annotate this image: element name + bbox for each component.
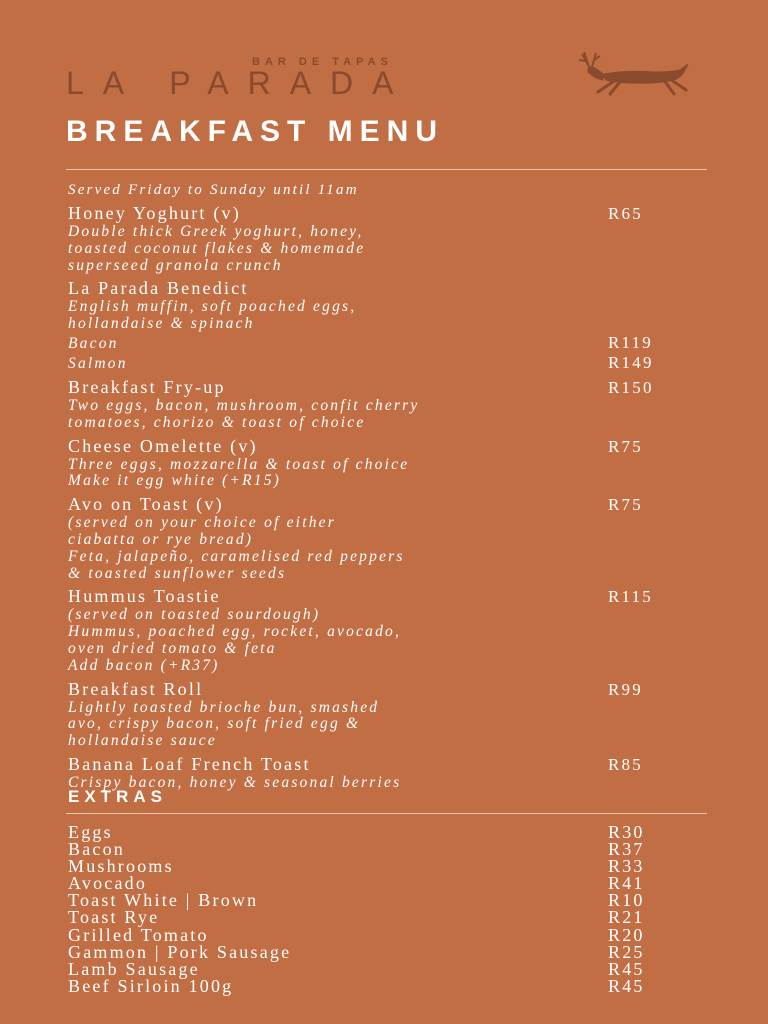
- menu-item-header: [68, 678, 708, 700]
- menu-item-description: (served on toasted sourdough): [68, 606, 321, 624]
- extra-name: Lamb Sausage: [68, 958, 200, 979]
- menu-subtitle: Served Friday to Sunday until 11am: [68, 182, 359, 198]
- extra-name: Gammon | Pork Sausage: [68, 941, 292, 962]
- menu-item-description: toasted coconut flakes & homemade: [68, 239, 366, 257]
- menu-item-price: R99: [608, 679, 643, 699]
- deer-icon: [576, 50, 698, 96]
- menu-item-description: Two eggs, bacon, mushroom, confit cherry: [68, 396, 420, 414]
- menu-item-name: Breakfast Fry-up: [68, 376, 226, 397]
- option-price: R119: [608, 332, 654, 352]
- menu-item: [68, 376, 708, 432]
- menu-item-description: Lightly toasted brioche bun, smashed: [68, 698, 380, 716]
- extra-price: R30: [608, 822, 645, 842]
- menu-item-price: R150: [608, 377, 654, 397]
- menu-item-price: R75: [608, 495, 643, 515]
- menu-item-description: Double thick Greek yoghurt, honey,: [68, 223, 364, 240]
- extra-price: R25: [608, 941, 645, 962]
- extra-item: [68, 975, 708, 996]
- menu-list: [68, 180, 708, 795]
- menu-item: [68, 435, 708, 491]
- extra-price: R41: [608, 873, 645, 894]
- menu-item-description: avo, crispy bacon, soft fried egg &: [68, 715, 361, 733]
- menu-item-header: [68, 435, 708, 457]
- option-label: Salmon: [68, 354, 128, 372]
- extra-name: Toast Rye: [68, 907, 160, 928]
- extra-name: Toast White | Brown: [68, 890, 259, 911]
- menu-item-name: Cheese Omelette (v): [68, 435, 258, 456]
- menu-item-description: Three eggs, mozzarella & toast of choice: [68, 455, 410, 473]
- menu-item-description: hollandaise & spinach: [68, 315, 255, 333]
- page-title: BREAKFAST MENU: [66, 115, 445, 148]
- extra-name: Beef Sirloin 100g: [68, 975, 234, 996]
- menu-item-description: Add bacon (+R37): [68, 656, 220, 674]
- menu-item-description: tomatoes, chorizo & toast of choice: [68, 413, 366, 431]
- menu-item-name: Honey Yoghurt (v): [68, 203, 241, 223]
- menu-item-header: [68, 753, 708, 775]
- menu-item-price: R85: [608, 754, 643, 774]
- menu-item-description: & toasted sunflower seeds: [68, 564, 287, 582]
- menu-item-price: R65: [608, 204, 643, 223]
- menu-item-name: Breakfast Roll: [68, 678, 204, 699]
- extra-price: R20: [608, 924, 645, 945]
- menu-item: [68, 202, 708, 274]
- menu-item-description: Hummus, poached egg, rocket, avocado,: [68, 623, 402, 641]
- menu-item-name: Banana Loaf French Toast: [68, 753, 311, 774]
- menu-item-description: ciabatta or rye bread): [68, 530, 254, 548]
- menu-item-description: Crispy bacon, honey & seasonal berries: [68, 773, 402, 791]
- extra-name: Bacon: [68, 839, 125, 860]
- menu-item: [68, 678, 708, 750]
- menu-item-header: [68, 493, 708, 515]
- extra-name: Grilled Tomato: [68, 924, 209, 945]
- extra-price: R45: [608, 975, 645, 996]
- menu-item-description: hollandaise sauce: [68, 732, 217, 750]
- extra-name: Avocado: [68, 873, 148, 894]
- extra-price: R33: [608, 856, 645, 877]
- extras-divider: [66, 813, 707, 814]
- title-divider: [66, 169, 707, 170]
- menu-item: [68, 277, 708, 373]
- menu-item-price: R115: [608, 587, 654, 607]
- option-label: Bacon: [68, 334, 119, 352]
- menu-item-option: [68, 333, 708, 353]
- menu-item-price: R75: [608, 436, 643, 456]
- menu-item-description: English muffin, soft poached eggs,: [68, 298, 357, 316]
- extra-price: R10: [608, 890, 645, 911]
- menu-item-header: [68, 585, 708, 607]
- menu-item-header: [68, 277, 708, 299]
- extras-heading: EXTRAS: [68, 787, 167, 806]
- extra-price: R37: [608, 839, 645, 860]
- extra-item: [68, 909, 708, 926]
- extras-list: [68, 824, 708, 995]
- extra-price: R45: [608, 958, 645, 979]
- menu-item-description: (served on your choice of either: [68, 514, 336, 532]
- menu-item-header: [68, 202, 708, 224]
- extra-name: Eggs: [68, 822, 113, 842]
- menu-item-name: Avo on Toast (v): [68, 494, 224, 515]
- menu-item-description: oven dried tomato & feta: [68, 639, 277, 657]
- option-price: R149: [608, 352, 654, 372]
- menu-item-header: [68, 376, 708, 398]
- menu-item-name: Hummus Toastie: [68, 586, 221, 607]
- menu-item: [68, 493, 708, 582]
- menu-item-option: [68, 353, 708, 373]
- extra-price: R21: [608, 907, 645, 928]
- menu-item-description: Feta, jalapeño, caramelised red peppers: [68, 547, 405, 565]
- menu-item-description: Make it egg white (+R15): [68, 472, 282, 490]
- menu-item: [68, 585, 708, 674]
- menu-item-name: La Parada Benedict: [68, 278, 249, 299]
- menu-items: [68, 202, 708, 792]
- extra-name: Mushrooms: [68, 856, 174, 877]
- brand-tagline: BAR DE TAPAS: [252, 56, 393, 68]
- brand-name: LA PARADA: [66, 65, 413, 101]
- menu-item-description: superseed granola crunch: [68, 256, 283, 274]
